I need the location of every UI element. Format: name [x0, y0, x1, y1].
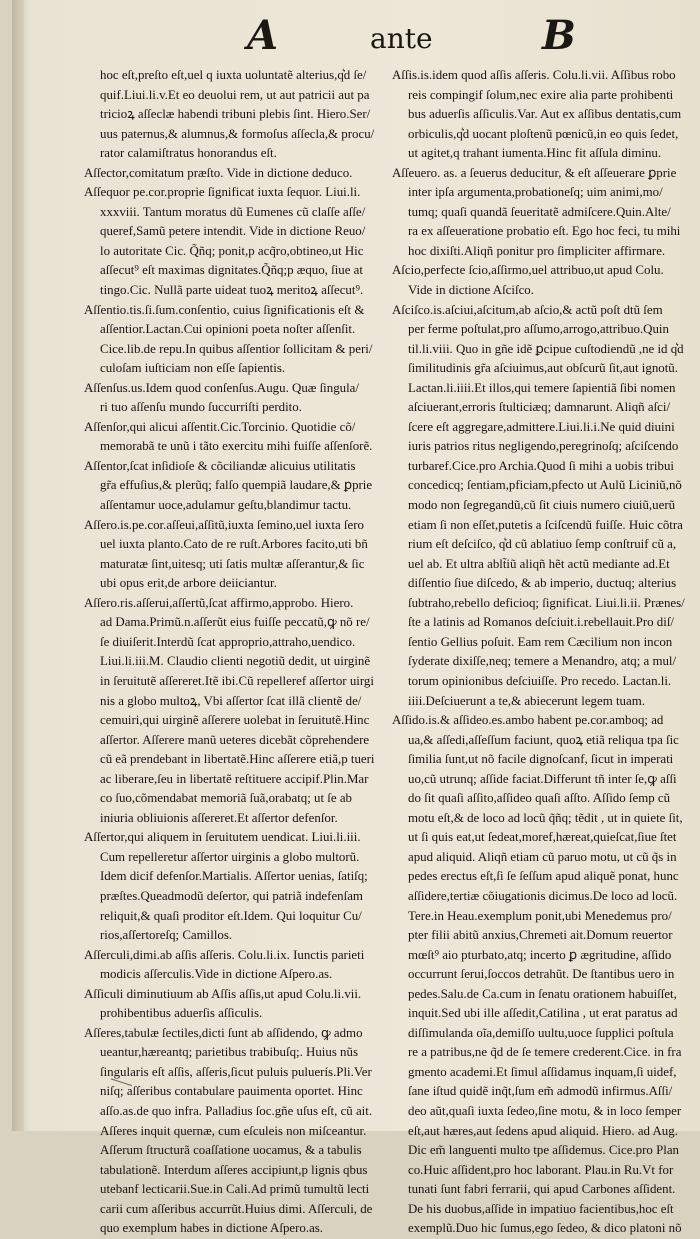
- text-line: niſq; aſſeribus contabulare pauimenta oportet. Hinc: [100, 1084, 363, 1099]
- dictionary-entry-line: Aſſenſor,qui alicui aſſentit.Cic.Torcinio. Quotidie cõ/: [84, 419, 356, 434]
- text-line: ubi opus erit,de arbore deiiciantur.: [100, 576, 277, 591]
- text-line: aſſidere,tertiæ cõiugationis dicimus.De loco ad locũ.: [408, 888, 678, 903]
- right-text-column: [392, 66, 698, 1239]
- text-line: uo,cũ utrunq; aſſide faciat.Differunt tñ inter ſe,ꝙ aſſi: [408, 771, 677, 786]
- text-line: modicis aſſerculis.Vide in dictione Aſpero.as.: [100, 967, 333, 982]
- dictionary-entry-line: Aſſeres,tabulæ ſectiles,dicti ſunt ab aſſidendo, ꝙ admo: [84, 1025, 363, 1040]
- text-line: carii cum aſſeribus accurrũt.Huius dimi. Aſſerculi, de: [100, 1201, 373, 1216]
- text-line: apud aliquid. Aliqñ etiam cũ paruo motu, ut cũ q̃s in: [408, 849, 677, 864]
- header-catchword: ante: [370, 22, 433, 55]
- text-line: De his duobus,aſſide in impatiuo facientibus,hoc eſt: [408, 1201, 674, 1216]
- dictionary-entry-line: Aſſis.is.idem quod aſſis aſſeris. Colu.li.vii. Aſſibus robo: [392, 68, 676, 82]
- text-line: ac liberare,ſeu in libertatẽ reſtituere accipif.Plin.Mar: [100, 771, 369, 786]
- text-line: uel ab. Et ultra ablt̃iũ aliqñ hẽt actũ mediante ad.Et: [408, 556, 670, 571]
- text-line: ra ex aſſeueratione probatio eſt. Ego hoc feci, tu mihi: [408, 224, 681, 239]
- dictionary-entry-line: Aſſido.is.& aſſideo.es.ambo habent pe.cor.amboq; ad: [392, 713, 664, 728]
- page-gutter-edge: [12, 0, 24, 1131]
- text-line: quo exemplum habes in dictione Aſpero.as.: [100, 1221, 324, 1236]
- text-line: præſtes.Queadmodũ deſertor, qui patriã indefenſam: [100, 888, 363, 903]
- text-line: aſſertor. Aſſerere manũ ueteres dicebãt cõprehendere: [100, 732, 370, 747]
- text-line: maturatæ ſint,uitesq; uti ſatis multæ aſſerantur,& ſic: [100, 556, 365, 571]
- text-line: diſſentio ſiue diſcedo, & ab imperio, ductuq; alterius: [408, 576, 677, 591]
- text-line: ri tuo aſſenſu mundo ſuccurriſti perdito.: [100, 400, 302, 415]
- text-line: tumq; quaſi quandã ſeueritatẽ admiſcere.Quin.Alte/: [408, 204, 671, 219]
- text-line: Dic em̃ languenti multo tpe aſſidemus. Cice.pro Plan: [408, 1143, 680, 1158]
- text-line: rium eſt deſciſco, q͛d cũ ablatiuo ſemp conſtruif cũ a,: [408, 537, 677, 552]
- book-page: [12, 0, 700, 1236]
- text-line: exemplũ.Duo hic ſumus,ego ſedeo, & dico platoni nõ: [408, 1221, 682, 1236]
- text-line: iiii.Deſciuerunt a te,& abiecerunt legem tuam.: [408, 693, 645, 708]
- text-line: ſte a latinis ad Romanos deſciuit.i.rebellauit.Pro diſ/: [408, 615, 674, 630]
- text-line: rios,aſſertoreſq; Camillos.: [100, 928, 233, 943]
- text-line: Aſſerum ſtructurã coaſſatione uocamus, & a tabulis: [100, 1143, 362, 1158]
- text-line: tricioꝝ aſſeclæ habendi tribuni plebis ſint. Hiero.Ser/: [100, 107, 371, 122]
- text-line: lo autoritate Cic. Q̃ñq; ponit,p acq̃ro,obtineo,ut Hic: [100, 243, 364, 258]
- text-line: Tere.in Heau.exemplum ponit,ubi Menedemus pro/: [408, 908, 672, 923]
- text-line: pter filii abitũ anxius,Chremeti ait.Domum reuertor: [408, 928, 673, 943]
- text-line: gmento academi.Et ſimul aſſidamus inquam,ſi uidef,: [408, 1064, 677, 1079]
- text-line: prohibentibus aduerſis aſſiculis.: [100, 1006, 263, 1021]
- text-line: orbiculis,q͛d uocant ploſtenũ pœnicũ,in eo quis ſedet,: [408, 126, 679, 141]
- text-line: Idem dicif defenſor.Martialis. Aſſertor uenias, ſatiſq;: [100, 869, 368, 884]
- dictionary-entry-line: Aſſero.ris.aſſerui,aſſertũ,ſcat affirmo,approbo. Hiero.: [84, 595, 354, 610]
- text-line: concedicq; ſentiam,pficiam,pfecto ut Aulũ Liciniũ,nõ: [408, 478, 682, 493]
- text-line: queref,Samũ petere intendit. Vide in dictione Reuo/: [100, 224, 366, 239]
- text-line: nis a globo multoꝝ, Vbi aſſertor ſcat illã clientẽ de/: [100, 693, 362, 708]
- text-line: mœſt⁹ aio pturbato,atq; incerto ꝑ ægritudine, aſſido: [408, 947, 672, 962]
- header-left-letter: A: [247, 12, 280, 59]
- text-line: ſingularis eſt aſſis, aſſeris,ſicut puluis puluerís.Pli.Ver: [100, 1064, 372, 1079]
- text-line: ua,& aſſedi,aſſeſſum faciunt, quoꝝ etiã reliqua tpa ſic: [408, 732, 679, 747]
- text-line: ſimilitudinis gr̃a aſciuimus,aut obſcurũ ſit,aut ignotũ.: [408, 361, 678, 376]
- text-line: Cum repelleretur aſſertor uirginis a globo multorũ.: [100, 849, 360, 864]
- text-line: utebanf lecticarii.Sue.in Cali.Ad primũ tumultũ lecti: [100, 1182, 370, 1197]
- dictionary-entry-line: Aſſero.is.pe.cor.aſſeui,aſſitũ,iuxta ſemino,uel iuxta ſero: [84, 517, 364, 532]
- text-line: aſſentamur uoce,adulamur geſtu,blandimur tactu.: [100, 498, 352, 513]
- text-line: xxxviii. Tantum moratus dũ Eumenes cũ claſſe aſſe/: [100, 204, 366, 219]
- text-line: per ferme poſtulat,pro aſſumo,arrogo,attribuo.Quin: [408, 322, 669, 337]
- text-line: ueantur,hæreantq; parietibus trabibuſq;. Huius nũs: [100, 1045, 358, 1060]
- text-line: culoſam iuſticiam non eſſe ſapientis.: [100, 361, 286, 376]
- text-line: pedes.Salu.de Ca.cum in ſenatu orationem habuiſſet,: [408, 986, 677, 1001]
- dictionary-entry-line: Aſſentor,ſcat inſidioſe & cõciliandæ alicuius utilitatis: [84, 458, 356, 473]
- text-line: eſt,aut hæres,aut ſedens apud aliquid. Hiero. ad Aug.: [408, 1123, 678, 1138]
- dictionary-entry-line: Aſcio,perfecte ſcio,aſſirmo,uel attribuo,ut apud Colu.: [392, 263, 664, 278]
- text-line: aſciuerant,erroris ſtulticiæq; damnarunt. Aliqñ aſci/: [408, 400, 671, 415]
- header-right-letter: B: [542, 12, 576, 59]
- text-line: deo aũt,quaſi iuxta ſedeo,ſine motu, & in loco ſemper: [408, 1103, 682, 1118]
- dictionary-entry-line: Aſſenſus.us.Idem quod conſenſus.Augu. Quæ ſingula/: [84, 380, 359, 395]
- text-line: Lactan.li.iiii.Et illos,qui temere ſapientiã ſibi nomen: [408, 380, 676, 395]
- text-line: turbaref.Cice.pro Archia.Quod ſi mihi a uobis tribui: [408, 458, 674, 473]
- text-line: modo non ſegregandũ,cũ ſit ciuis numero ciuiũ,uerũ: [408, 498, 676, 513]
- text-line: ut agitet,q trahant iumenta.Hinc fit aſſula diminu.: [408, 146, 662, 161]
- text-line: tingo.Cic. Nullã parte uideat tuoꝝ meritoꝝ aſſecut⁹.: [100, 283, 364, 298]
- left-text-column: [84, 66, 394, 1239]
- text-line: Cice.lib.de repu.In quibus aſſentior ſollicitam & peri/: [100, 341, 373, 356]
- text-line: ſane iſtud quidẽ inq̃t,ſum em̃ admodũ infirmus.Aſſi/: [408, 1084, 673, 1099]
- text-line: reis compingif ſolum,nec exire alia parte prohibenti: [408, 87, 674, 102]
- text-line: ſcere eſt aggregare,admittere.Liui.li.i.Ne quid diuini: [408, 419, 675, 434]
- text-line: gr̃a effuſius,& plerũq; falſo quempiã laudare,& ꝑprie: [100, 478, 373, 493]
- text-line: ſubtraho,rebello deficioq; ſignificat. Liui.li.ii. Prænes/: [408, 595, 685, 610]
- text-line: re a patribus,ne q̃d de ſe temere crederent.Cice. in fra: [408, 1045, 682, 1060]
- dictionary-entry-line: Aſſector,comitatum præſto. Vide in dictione deduco.: [84, 165, 353, 180]
- dictionary-entry-line: Aſſequor pe.cor.proprie ſignificat iuxta ſequor. Liui.li.: [84, 185, 361, 200]
- text-line: Liui.li.iii.M. Claudio clienti negotiũ dedit, ut uirginẽ: [100, 654, 371, 669]
- text-line: ſyderate dixiſſe,neq; temere a Menandro, atq; a mul/: [408, 654, 677, 669]
- dictionary-entry-line: Aſſeuero. as. a ſeuerus deducitur, & eſt aſſeuerare ꝑprie: [392, 165, 677, 180]
- text-line: tunati ſunt fabri ferrarii, qui apud Carbones aſſident.: [408, 1182, 676, 1197]
- text-line: til.li.viii. Quo in gñe idẽ ꝑcipue cuſtodiendũ ,ne id q͛d: [408, 341, 684, 356]
- text-line: aſſecut⁹ eſt maximas dignitates.Q̃ñq;p æquo, ſiue at: [100, 263, 363, 278]
- text-line: rator calamiſtratus honorandus eſt.: [100, 146, 277, 161]
- text-line: co ſuo,cõmendabat memoriã ſuã,orabatq; ut ſe ab: [100, 791, 352, 806]
- dictionary-entry-line: Aſſerculi,dimi.ab aſſis aſſeris. Colu.li.ix. Iunctis parieti: [84, 947, 365, 962]
- text-line: etiam ſi non eſſet,putetis a ſciſcendũ fuiſſe. Huic cõtra: [408, 517, 683, 532]
- dictionary-entry-line: Aſſertor,qui aliquem in ſeruitutem uendicat. Liui.li.iii.: [84, 830, 361, 845]
- text-line: aſſentior.Lactan.Cui opinioni poeta noſter aſſenſit.: [100, 322, 356, 337]
- text-line: hoc eſt,preſto eſt,uel q iuxta uoluntatẽ alterius,q͛d ſe/: [100, 68, 367, 82]
- text-line: diſſimulanda oĩa,demiſſo uultu,uoce ſupplici poſtula: [408, 1025, 674, 1040]
- text-line: iniuria obliuionis aſſereret.Et aſſertor defenſor.: [100, 810, 338, 825]
- text-line: iuris patrios ritus negligendo,peregrinoſq; aſciſcendo: [408, 439, 679, 454]
- text-line: do ſit quaſi aſſito,aſſideo quaſi aſſto. Aſſido ſemp cũ: [408, 791, 671, 806]
- text-line: Aſſeres inquit quernæ, cum eſculeis non miſceantur.: [100, 1123, 367, 1138]
- text-line: memorabã te unũ i tãto exercitu mihi fuiſſe aſſenſorẽ.: [100, 439, 373, 454]
- text-line: cemuiri,qui uirginẽ aſſerere uolebat in ſeruitutẽ.Hinc: [100, 713, 370, 728]
- text-line: reliquit,& quaſi proditor eſt.Idem. Qui loquitur Cu/: [100, 908, 362, 923]
- text-line: uel iuxta planto.Cato de re ruſt.Arbores facito,uti bñ: [100, 537, 368, 552]
- text-line: ſimilia ſunt,ut nõ facile dignoſcanf, ſicut in imperati: [408, 752, 674, 767]
- text-line: uus paternus,& alumnus,& formoſus aſſecla,& procu/: [100, 126, 375, 141]
- text-line: quif.Liui.li.v.Et eo deuolui rem, ut aut patricii aut pa: [100, 87, 370, 102]
- text-line: bus aduerſis aſſiculis.Var. Aut ex aſſibus dentatis,cum: [408, 107, 682, 122]
- text-line: occurrunt ſerui,ſoccos detrahũt. De ſtantibus uero in: [408, 967, 675, 982]
- dictionary-entry-line: Aſſiculi diminutiuum ab Aſſis aſſis,ut apud Colu.li.vii.: [84, 986, 362, 1001]
- text-line: motu eſt,& de loco ad locũ q̃ñq; tẽdit , ut in quiete ſit,: [408, 810, 683, 825]
- text-line: cũ eã prendebant in libertatẽ.Hinc aſſerere etiã,p tueri: [100, 752, 375, 767]
- text-line: Vide in dictione Aſciſco.: [408, 283, 534, 298]
- dictionary-entry-line: Aſciſco.is.aſciui,aſcitum,ab aſcio,& actũ poſt dtũ ſem: [392, 302, 663, 317]
- text-line: ut ſi quis eat,ut ſedeat,moref,hæreat,quieſcat,ſiue ſtet: [408, 830, 677, 845]
- text-line: ſe diuiſerit.Interdũ ſcat approprio,attraho,uendico.: [100, 634, 356, 649]
- text-line: hoc dixiſti.Aliqñ ponitur pro ſimpliciter affirmare.: [408, 243, 666, 258]
- text-line: pedes erectus eſt,ſi ſe ſeſſum apud aliquẽ ponat, hunc: [408, 869, 679, 884]
- text-line: inquit.Sed ubi ille aſſedit,Catilina , ut erat paratus ad: [408, 1006, 678, 1021]
- text-line: torum opinionibus deſciuiſſe. Pro recedo. Lactan.li.: [408, 673, 672, 688]
- text-line: in ſeruitutẽ aſſereret.Itẽ ibi.Cũ repelleref aſſertor uirgi: [100, 673, 374, 688]
- text-line: tabulationẽ. Interdum aſſeres accipiunt,p lignis qbus: [100, 1162, 368, 1177]
- dictionary-entry-line: Aſſentio.tis.ſi.ſum.conſentio, cuius ſignificationis eſt &: [84, 302, 365, 317]
- page-header: [12, 12, 700, 62]
- text-line: aſſo.as.de quo infra. Palladius ſoc.gñe uſus eſt, cũ ait.: [100, 1103, 373, 1118]
- text-line: ad Dama.Primũ.n.aſſerũt eius fuiſſe peccatũ,ꝙ nõ re/: [100, 615, 370, 630]
- text-line: co.Huic aſſident,pro hoc laborant. Plau.in Ru.Vt for: [408, 1162, 674, 1177]
- text-line: ſentio Gellius poſuit. Eam rem Cæcilium non incon: [408, 634, 673, 649]
- text-line: inter ipſa argumenta,probationeſq; uim animi,mo/: [408, 185, 663, 200]
